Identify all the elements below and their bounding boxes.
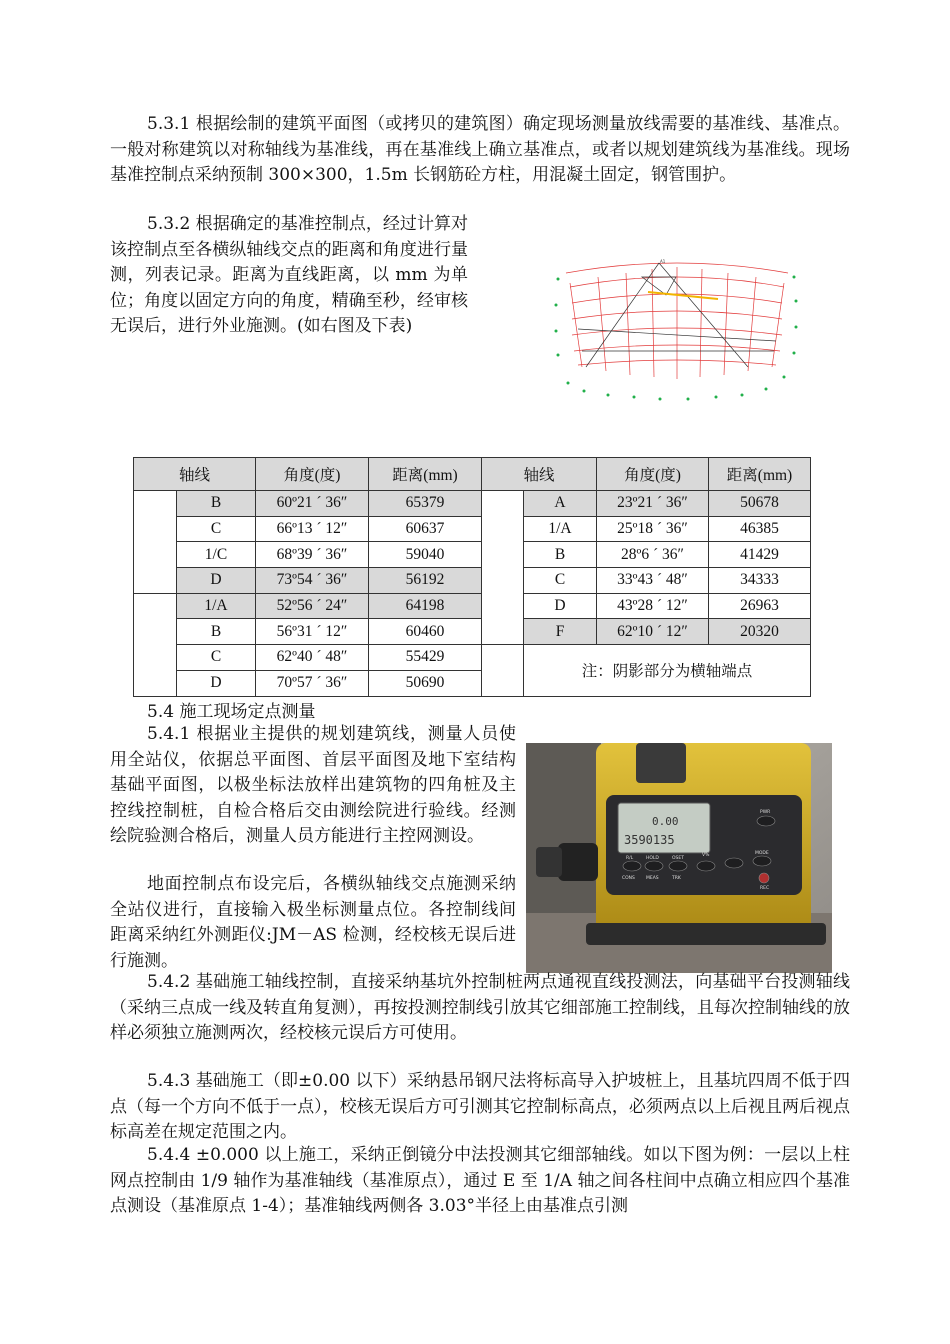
- table-cell-angle: 23º21 ´ 36″: [597, 491, 709, 517]
- key-label: HOLD: [646, 856, 659, 861]
- paragraph-5-3-2: 5.3.2 根据确定的基准控制点，经过计算对该控制点至各横纵轴线交点的距离和角度进行量测，列表记录。距离为直线距离，以 mm 为单位；角度以固定方向的角度，精确至秒，经审核无误后，进行外业施测。(如右图及下表): [110, 214, 468, 336]
- table-cell-angle: 52º56 ´ 24″: [256, 593, 369, 619]
- table-cell-angle: 25º18 ´ 36″: [597, 516, 709, 542]
- table-cell-axis: D: [177, 568, 256, 594]
- table-cell-distance: 41429: [709, 542, 811, 568]
- table-cell-axis: B: [524, 542, 597, 568]
- table-cell-distance: 20320: [709, 619, 811, 645]
- key-label: V%: [702, 853, 710, 858]
- paragraph-5-4-4: 5.4.4 ±0.000 以上施工，采纳正倒镜分中法投测其它细部轴线。如以下图为例：一层以上柱网点控制由 1/9 轴作为基准轴线（基准原点），通过 E 至 1/A 轴之间各柱间中点确立相应四个基准点测设（基准原点 1-4）；基准轴线两侧各 3.03°半径上由基准点引测: [110, 1145, 850, 1216]
- table-cell-angle: 68º39 ´ 36″: [256, 542, 369, 568]
- table-cell-axis: D: [524, 593, 597, 619]
- table-cell-distance: 60460: [369, 619, 482, 645]
- table-cell-distance: 64198: [369, 593, 482, 619]
- site-plan-figure: [548, 255, 806, 405]
- header-axis-left: 轴线: [134, 458, 256, 491]
- table-cell-angle: 28º6 ´ 36″: [597, 542, 709, 568]
- table-cell-distance: 46385: [709, 516, 811, 542]
- table-cell-angle: 33º43 ´ 48″: [597, 568, 709, 594]
- table-cell-axis: C: [177, 516, 256, 542]
- table-cell-angle: 43º28 ´ 12″: [597, 593, 709, 619]
- key-label: MEAS: [646, 876, 659, 881]
- table-cell-distance: 65379: [369, 491, 482, 517]
- paragraph-5-4-1b: 地面控制点布设完后，各横纵轴线交点施测采纳全站仪进行，直接输入极坐标测量点位。各控制线间距离采纳红外测距仪:JM－AS 检测，经校核无误后进行施测。: [110, 874, 516, 971]
- paragraph-5-4-3: 5.4.3 基础施工（即±0.00 以下）采纳悬吊钢尺法将标高导入护坡桩上，且基坑四周不低于四点（每一个方向不低于一点），校核无误后方可引测其它控制标高点，必须两点以上后视且两后视点标高差在规定范围之内。: [110, 1071, 850, 1142]
- table-cell-axis: C: [524, 568, 597, 594]
- key-label: PWR: [760, 810, 771, 815]
- table-cell-axis: 1/A: [177, 593, 256, 619]
- key-label: OSET: [672, 856, 684, 861]
- paragraph-5-3-1: 5.3.1 根据绘制的建筑平面图（或拷贝的建筑图）确定现场测量放线需要的基准线、基准点。一般对称建筑以对称轴线为基准线，再在基准线上确立基准点，或者以规划建筑线为基准线。现场基准控制点采纳预制 300×300，1.5m 长钢筋砼方柱，用混凝土固定，钢管围护。: [110, 114, 850, 185]
- table-cell-distance: 50690: [369, 670, 482, 696]
- table-cell-axis: 1/C: [177, 542, 256, 568]
- table-cell-angle: 56º31 ´ 12″: [256, 619, 369, 645]
- key-label: TRK: [672, 876, 681, 881]
- header-distance-left: 距离(mm): [369, 458, 482, 491]
- header-axis-right: 轴线: [482, 458, 597, 491]
- table-cell-distance: 60637: [369, 516, 482, 542]
- header-angle-left: 角度(度): [256, 458, 369, 491]
- table-note: 注：阴影部分为横轴端点: [524, 645, 811, 696]
- key-label: CONS: [622, 876, 635, 881]
- group-cell: [134, 593, 177, 696]
- key-label: R/L: [626, 856, 634, 861]
- table-cell-axis: B: [177, 619, 256, 645]
- table-cell-axis: F: [524, 619, 597, 645]
- header-distance-right: 距离(mm): [709, 458, 811, 491]
- table-cell-distance: 50678: [709, 491, 811, 517]
- screen-readout-1: 0.00: [652, 815, 679, 828]
- paragraph-5-4-1: 5.4.1 根据业主提供的规划建筑线，测量人员使用全站仪，依据总平面图、首层平面图及地下室结构基础平面图，以极坐标法放样出建筑物的四角桩及主控线控制桩，自检合格后交由测绘院进行验线。经测绘院验测合格后，测量人员方能进行主控网测设。: [110, 724, 516, 846]
- table-cell-distance: 55429: [369, 645, 482, 671]
- header-angle-right: 角度(度): [597, 458, 709, 491]
- screen-readout-2: 3590135: [624, 833, 675, 847]
- table-cell-distance: 34333: [709, 568, 811, 594]
- table-cell-angle: 73º54 ´ 36″: [256, 568, 369, 594]
- table-cell-axis: C: [177, 645, 256, 671]
- key-label: REC: [760, 886, 770, 891]
- table-cell-distance: 26963: [709, 593, 811, 619]
- table-cell-angle: 66º13 ´ 12″: [256, 516, 369, 542]
- table-cell-distance: 59040: [369, 542, 482, 568]
- group-cell: [482, 645, 524, 696]
- table-cell-angle: 62º10 ´ 12″: [597, 619, 709, 645]
- total-station-photo: [526, 743, 832, 973]
- section-heading-5-4: 5.4 施工现场定点测量: [147, 702, 316, 722]
- table-cell-axis: B: [177, 491, 256, 517]
- survey-table: [133, 457, 811, 697]
- group-cell: [482, 491, 524, 645]
- group-cell: [134, 491, 177, 594]
- svg-text:A1: A1: [660, 259, 666, 264]
- table-cell-angle: 60º21 ´ 36″: [256, 491, 369, 517]
- paragraph-5-4-2: 5.4.2 基础施工轴线控制，直接采纳基坑外控制桩两点通视直线投测法，向基础平台投测轴线（采纳三点成一线及转直角复测），再按投测控制线引放其它细部施工控制线，且每次控制轴线的放样必须独立施测两次，经校核元误后方可使用。: [110, 972, 850, 1043]
- table-cell-distance: 56192: [369, 568, 482, 594]
- table-cell-angle: 62º40 ´ 48″: [256, 645, 369, 671]
- table-cell-angle: 70º57 ´ 36″: [256, 670, 369, 696]
- table-cell-axis: A: [524, 491, 597, 517]
- table-cell-axis: 1/A: [524, 516, 597, 542]
- table-cell-axis: D: [177, 670, 256, 696]
- key-label: MODE: [755, 851, 769, 856]
